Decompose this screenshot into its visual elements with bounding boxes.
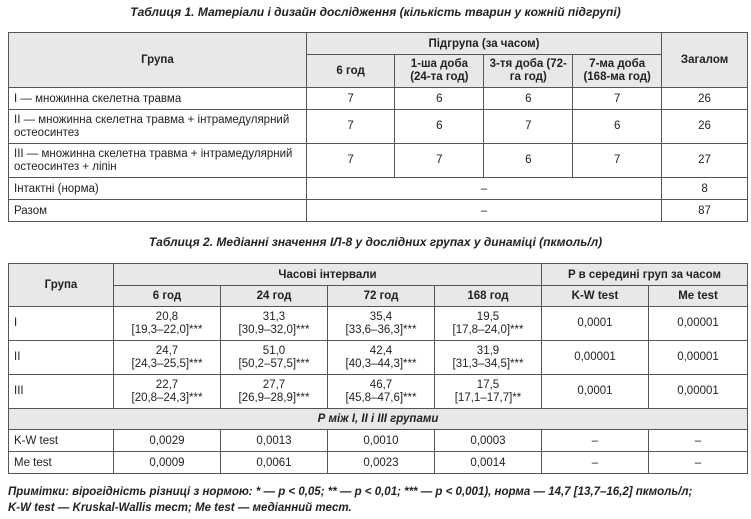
t2-median-cell: 51,0 [50,2–57,5]*** <box>221 341 328 375</box>
t1-value-cell: 7 <box>395 144 484 178</box>
table1-design <box>8 32 748 222</box>
t2-between-cell: 0,0029 <box>114 430 221 452</box>
t2-group-cell: ІІ <box>9 341 114 375</box>
t1-time-header: 3-тя доба (72-га год) <box>484 55 573 88</box>
t2-p-header: K-W test <box>542 286 649 307</box>
t2-between-me: – <box>649 452 748 474</box>
t2-between-cell: 0,0009 <box>114 452 221 474</box>
t2-kw-cell: 0,0001 <box>542 375 649 409</box>
t1-total-cell: 26 <box>662 88 748 110</box>
t2-median-cell: 17,5 [17,1–17,7]** <box>435 375 542 409</box>
notes-line-1: Примітки: вірогідність різниці з нормою: * — p < 0,05; ** — p < 0,01; *** — p < 0,001), норма — 14,7 [13,7–16,2] пкмоль/л; <box>8 486 693 498</box>
table-row <box>9 110 748 144</box>
t2-between-cell: 0,0013 <box>221 430 328 452</box>
t1-group-cell: ІІ — множинна скелетна травма + інтрамедулярний остеосинтез <box>9 110 307 144</box>
t2-time-header: 24 год <box>221 286 328 307</box>
t1-group-cell: І — множинна скелетна травма <box>9 88 307 110</box>
t2-between-cell: 0,0003 <box>435 430 542 452</box>
t2-median-cell: 31,3 [30,9–32,0]*** <box>221 307 328 341</box>
t2-group-cell: ІІІ <box>9 375 114 409</box>
table-row <box>9 452 748 474</box>
t2-between-label: Me test <box>9 452 114 474</box>
t1-value-cell: 7 <box>573 88 662 110</box>
t2-time-header: 72 год <box>328 286 435 307</box>
t2-median-cell: 24,7 [24,3–25,5]*** <box>114 341 221 375</box>
t1-total-header: Загалом <box>662 33 748 88</box>
t2-median-cell: 46,7 [45,8–47,6]*** <box>328 375 435 409</box>
t2-p-within-header: P в середині груп за часом <box>542 264 748 286</box>
t2-time-header: 168 год <box>435 286 542 307</box>
t2-median-cell: 27,7 [26,9–28,9]*** <box>221 375 328 409</box>
t2-time-header: 6 год <box>114 286 221 307</box>
t2-between-kw: – <box>542 430 649 452</box>
table2-il8 <box>8 263 748 474</box>
table2-caption: Таблиця 2. Медіанні значення ІЛ-8 у дослідних групах у динаміці (пкмоль/л) <box>148 235 603 249</box>
t2-between-kw: – <box>542 452 649 474</box>
t1-sum-dash: – <box>306 200 661 222</box>
table-notes <box>8 484 748 516</box>
t1-value-cell: 6 <box>484 88 573 110</box>
t1-value-cell: 7 <box>306 110 395 144</box>
t1-value-cell: 7 <box>573 144 662 178</box>
t1-intact-dash: – <box>306 178 661 200</box>
table-row <box>9 307 748 341</box>
t1-time-header: 1-ша доба (24-та год) <box>395 55 484 88</box>
t1-group-header: Група <box>9 33 307 88</box>
t1-value-cell: 6 <box>395 110 484 144</box>
t1-value-cell: 7 <box>306 144 395 178</box>
t2-me-cell: 0,00001 <box>649 307 748 341</box>
notes-line-2: K-W test — Kruskal-Wallis тест; Me test — медіанний тест. <box>8 502 352 514</box>
t2-median-cell: 42,4 [40,3–44,3]*** <box>328 341 435 375</box>
t1-value-cell: 7 <box>484 110 573 144</box>
table-row <box>9 88 748 110</box>
t1-time-header: 7-ма доба (168-ма год) <box>573 55 662 88</box>
t2-p-header: Me test <box>649 286 748 307</box>
t1-time-header: 6 год <box>306 55 395 88</box>
t2-kw-cell: 0,00001 <box>542 341 649 375</box>
table-row <box>9 375 748 409</box>
t2-intervals-header: Часові інтервали <box>114 264 542 286</box>
table1-caption: Таблиця 1. Матеріали і дизайн дослідження (кількість тварин у кожній підгрупі) <box>130 5 621 19</box>
t2-between-me: – <box>649 430 748 452</box>
table-row <box>9 341 748 375</box>
t2-median-cell: 35,4 [33,6–36,3]*** <box>328 307 435 341</box>
t2-kw-cell: 0,0001 <box>542 307 649 341</box>
t2-group-cell: І <box>9 307 114 341</box>
t2-group-header: Група <box>9 264 114 307</box>
t2-median-cell: 19,5 [17,8–24,0]*** <box>435 307 542 341</box>
table-row <box>9 178 748 200</box>
t1-value-cell: 6 <box>484 144 573 178</box>
t2-between-label: K-W test <box>9 430 114 452</box>
table-row <box>9 144 748 178</box>
t2-me-cell: 0,00001 <box>649 375 748 409</box>
table-row <box>9 200 748 222</box>
t2-between-header: Р між І, ІІ і ІІІ групами <box>9 409 748 430</box>
t1-group-cell: ІІІ — множинна скелетна травма + інтрамедулярний остеосинтез + ліпін <box>9 144 307 178</box>
t1-intact-label: Інтактні (норма) <box>9 178 307 200</box>
t1-total-cell: 27 <box>662 144 748 178</box>
t2-median-cell: 22,7 [20,8–24,3]*** <box>114 375 221 409</box>
t2-median-cell: 31,9 [31,3–34,5]*** <box>435 341 542 375</box>
t1-value-cell: 6 <box>395 88 484 110</box>
t1-sum-label: Разом <box>9 200 307 222</box>
t1-total-cell: 26 <box>662 110 748 144</box>
t1-value-cell: 6 <box>573 110 662 144</box>
t2-between-cell: 0,0023 <box>328 452 435 474</box>
t2-me-cell: 0,00001 <box>649 341 748 375</box>
t1-intact-total: 8 <box>662 178 748 200</box>
t1-sum-total: 87 <box>662 200 748 222</box>
table-row <box>9 430 748 452</box>
t2-median-cell: 20,8 [19,3–22,0]*** <box>114 307 221 341</box>
t1-subgroup-header: Підгрупа (за часом) <box>306 33 661 55</box>
t1-value-cell: 7 <box>306 88 395 110</box>
t2-between-cell: 0,0010 <box>328 430 435 452</box>
t2-between-cell: 0,0014 <box>435 452 542 474</box>
t2-between-cell: 0,0061 <box>221 452 328 474</box>
